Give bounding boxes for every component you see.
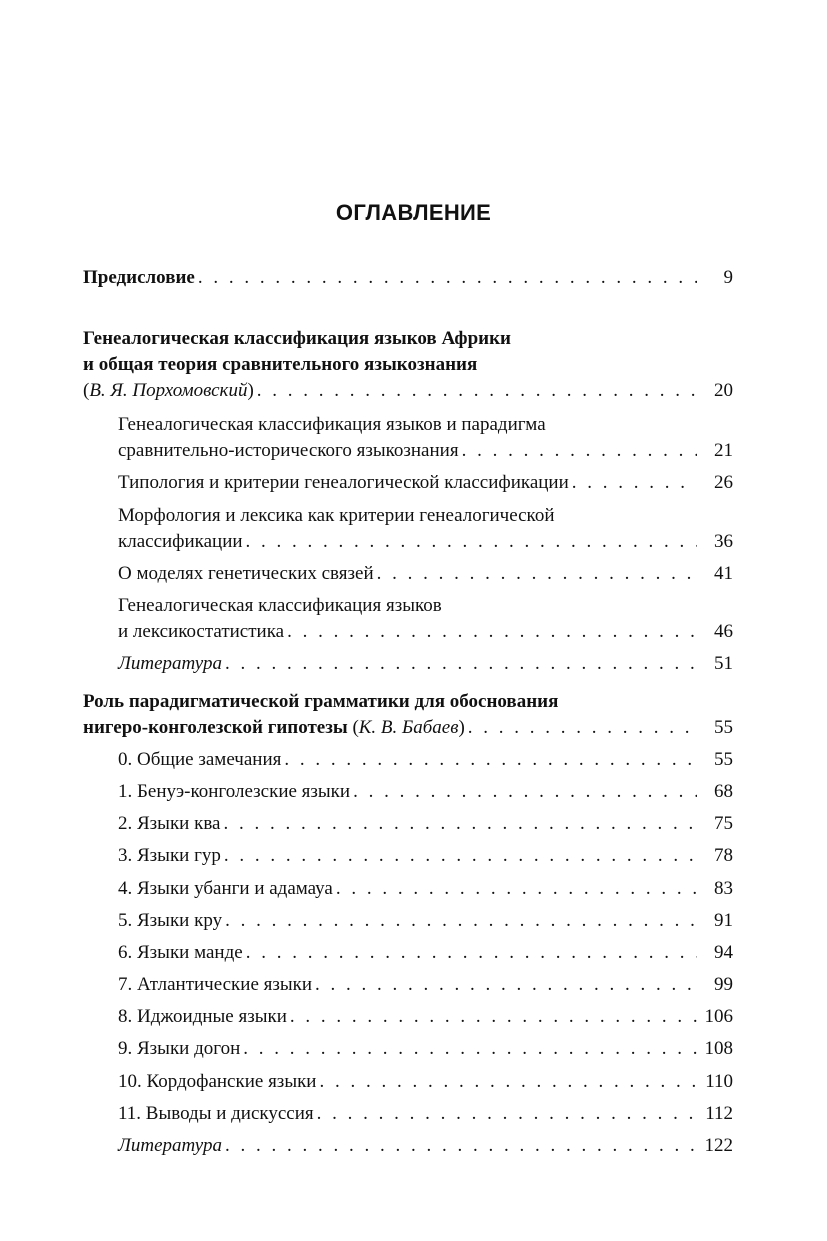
author-open-paren: ( (83, 380, 90, 401)
subentry-title: Литература (118, 1135, 222, 1156)
dot-leader (223, 811, 697, 837)
page-number: 83 (714, 878, 733, 899)
page-number: 108 (704, 1038, 733, 1059)
section-title-line-1: Роль парадигматической грамматики для обоснования (83, 691, 559, 712)
page-title: ОГЛАВЛЕНИЕ (335, 200, 492, 225)
toc-subentry[interactable] (118, 1036, 733, 1062)
toc-entry-preface[interactable] (83, 265, 733, 291)
page-number: 78 (714, 845, 733, 866)
page-number: 94 (714, 942, 733, 963)
subentry-title-line-2: классификации (118, 531, 243, 552)
subentry-title: Литература (118, 653, 222, 674)
toc-subentry-literature[interactable] (118, 1133, 733, 1159)
section-title-line-2: нигеро-конголезской гипотезы (83, 717, 348, 738)
subentry-title: 8. Иджоидные языки (118, 1006, 287, 1027)
page-number: 51 (714, 653, 733, 674)
subentry-title: О моделях генетических связей (118, 563, 374, 584)
toc-subentry[interactable] (118, 940, 733, 966)
dot-leader (353, 779, 697, 805)
dot-leader (284, 747, 697, 773)
dot-leader (246, 940, 697, 966)
toc-subentry-literature[interactable] (118, 651, 733, 677)
subentry-title: 11. Выводы и дискуссия (118, 1103, 314, 1124)
subentry-title-line-1: Генеалогическая классификация языков и парадигма (118, 414, 546, 435)
subentry-title-line-2: сравнительно-исторического языкознания (118, 440, 459, 461)
subentry-title: 2. Языки ква (118, 813, 221, 834)
section-title-line-2: и общая теория сравнительного языкознания (83, 354, 478, 375)
subentry-title: 0. Общие замечания (118, 749, 282, 770)
dot-leader (243, 1036, 697, 1062)
toc-subentry[interactable] (118, 972, 733, 998)
dot-leader (315, 972, 697, 998)
page-number: 26 (714, 472, 733, 493)
dot-leader (225, 908, 697, 934)
subentry-title: 6. Языки манде (118, 942, 243, 963)
toc-subentry[interactable] (118, 811, 733, 837)
page-number: 112 (705, 1103, 733, 1124)
subentry-title: 3. Языки гур (118, 845, 221, 866)
dot-leader (225, 1133, 697, 1159)
toc-entry-title: Предисловие (83, 267, 195, 288)
toc-subentry[interactable] (118, 843, 733, 869)
dot-leader (317, 1101, 697, 1127)
toc-subentry[interactable] (118, 1069, 733, 1095)
dot-leader (462, 438, 697, 464)
dot-leader (198, 265, 697, 291)
dot-leader (257, 378, 697, 404)
page-number: 46 (714, 621, 733, 642)
toc-subentry[interactable] (118, 593, 733, 645)
page-number: 91 (714, 910, 733, 931)
subentry-title-line-1: Генеалогическая классификация языков (118, 595, 442, 616)
subentry-title-line-1: Морфология и лексика как критерии генеалогической (118, 505, 555, 526)
page-number: 9 (723, 267, 733, 288)
dot-leader (287, 619, 697, 645)
subentry-title: 7. Атлантические языки (118, 974, 313, 995)
page-number: 110 (705, 1071, 733, 1092)
page-number: 68 (714, 781, 733, 802)
author-close-paren: ) (247, 380, 254, 401)
page-number: 75 (714, 813, 733, 834)
page-number: 55 (714, 749, 733, 770)
toc-subentry[interactable] (118, 779, 733, 805)
toc-subentry[interactable] (118, 1004, 733, 1030)
dot-leader (224, 843, 697, 869)
section-author: В. Я. Порхомовский (89, 380, 248, 401)
page-number: 20 (714, 380, 733, 401)
page-number: 21 (714, 440, 733, 461)
subentry-title: 5. Языки кру (118, 910, 223, 931)
dot-leader (225, 651, 697, 677)
page-number: 99 (714, 974, 733, 995)
toc-subentry[interactable] (118, 503, 733, 555)
section-author: К. В. Бабаев (358, 717, 459, 738)
dot-leader (246, 529, 697, 555)
toc-subentry[interactable] (118, 470, 733, 496)
toc-subentry[interactable] (118, 412, 733, 464)
subentry-title: 1. Бенуэ-конголезские языки (118, 781, 351, 802)
dot-leader (377, 561, 697, 587)
dot-leader (319, 1069, 697, 1095)
dot-leader (468, 715, 697, 741)
subentry-title: 4. Языки убанги и адамауа (118, 878, 333, 899)
toc-section-1[interactable] (83, 326, 733, 404)
section-title-line-1: Генеалогическая классификация языков Африки (83, 328, 511, 349)
toc-subentry[interactable] (118, 747, 733, 773)
dot-leader (572, 470, 697, 496)
page-number: 106 (704, 1006, 733, 1027)
dot-leader (336, 876, 697, 902)
subentry-title-line-2: и лексикостатистика (118, 621, 285, 642)
page-number: 41 (714, 563, 733, 584)
toc-subentry[interactable] (118, 1101, 733, 1127)
toc-section-2[interactable] (83, 689, 733, 741)
page-number: 55 (714, 717, 733, 738)
subentry-title: 9. Языки догон (118, 1038, 241, 1059)
author-open-paren: ( (347, 717, 359, 738)
toc-subentry[interactable] (118, 561, 733, 587)
page-number: 122 (704, 1135, 733, 1156)
subentry-title: Типология и критерии генеалогической классификации (118, 472, 569, 493)
page-number: 36 (714, 531, 733, 552)
subentry-title: 10. Кордофанские языки (118, 1071, 317, 1092)
author-close-paren: ) (458, 717, 465, 738)
dot-leader (290, 1004, 697, 1030)
toc-subentry[interactable] (118, 876, 733, 902)
toc-subentry[interactable] (118, 908, 733, 934)
